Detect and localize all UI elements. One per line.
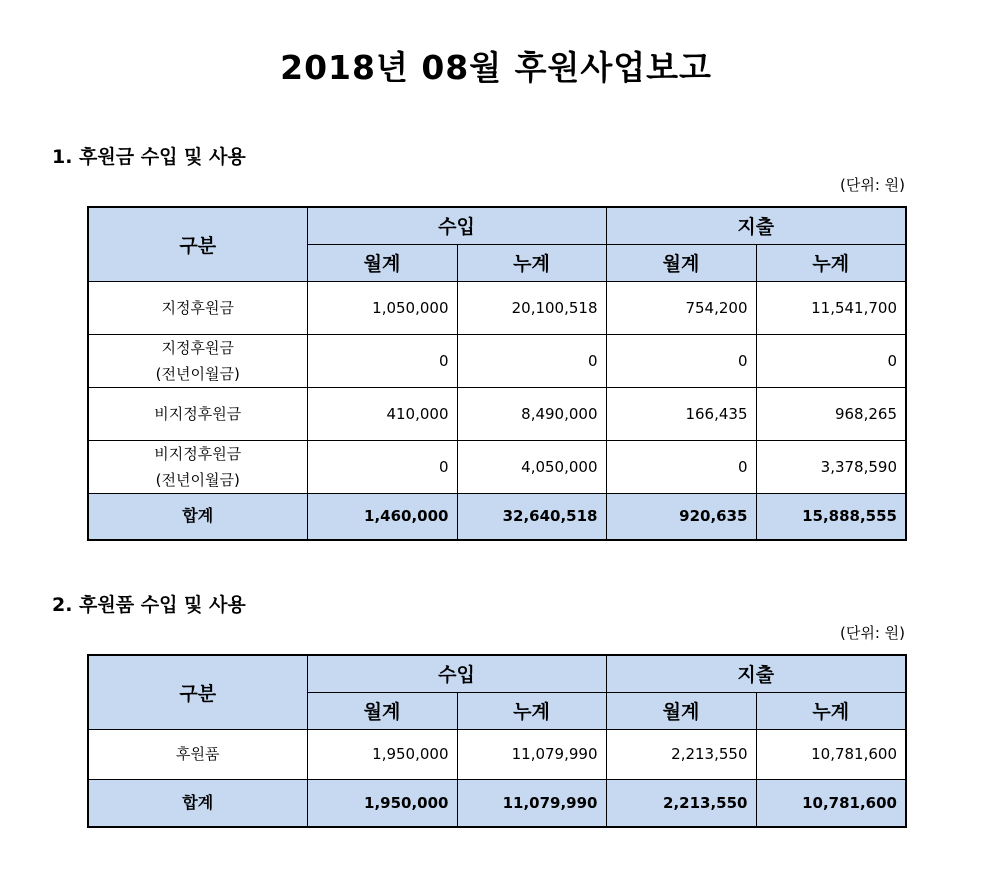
total-income-monthly: 1,950,000 xyxy=(307,779,457,827)
row-label: 후원품 xyxy=(88,729,307,779)
income-monthly-value: 1,050,000 xyxy=(307,281,457,334)
expense-cumulative-value: 3,378,590 xyxy=(756,440,906,493)
total-expense-cumulative: 10,781,600 xyxy=(756,779,906,827)
total-expense-cumulative: 15,888,555 xyxy=(756,493,906,540)
unit-label: (단위: 원) xyxy=(840,176,905,194)
expense-monthly-value: 0 xyxy=(606,334,756,387)
expense-cumulative-value: 11,541,700 xyxy=(756,281,906,334)
income-cumulative-value: 20,100,518 xyxy=(457,281,606,334)
total-label: 합계 xyxy=(88,493,307,540)
header-expense-cumulative: 누계 xyxy=(756,244,906,281)
table-row xyxy=(88,387,906,440)
header-expense-monthly: 월계 xyxy=(606,244,756,281)
table-row xyxy=(88,729,906,779)
header-category: 구분 xyxy=(88,207,307,281)
header-income-monthly: 월계 xyxy=(307,244,457,281)
income-cumulative-value: 0 xyxy=(457,334,606,387)
row-label-line1: 비지정후원금 xyxy=(154,444,242,463)
income-cumulative-value: 8,490,000 xyxy=(457,387,606,440)
row-label: 비지정후원금 xyxy=(88,387,307,440)
table-row xyxy=(88,281,906,334)
donation-table xyxy=(87,206,907,541)
expense-cumulative-value: 968,265 xyxy=(756,387,906,440)
expense-monthly-value: 0 xyxy=(606,440,756,493)
expense-monthly-value: 2,213,550 xyxy=(606,729,756,779)
header-income-cumulative: 누계 xyxy=(457,692,606,729)
goods-table xyxy=(87,654,907,828)
header-income-cumulative: 누계 xyxy=(457,244,606,281)
section-heading-donations: 1. 후원금 수입 및 사용 xyxy=(52,146,246,168)
total-expense-monthly: 2,213,550 xyxy=(606,779,756,827)
header-income: 수입 xyxy=(307,655,606,692)
expense-monthly-value: 754,200 xyxy=(606,281,756,334)
header-expense-cumulative: 누계 xyxy=(756,692,906,729)
row-label xyxy=(88,334,307,387)
income-cumulative-value: 4,050,000 xyxy=(457,440,606,493)
section-heading-goods: 2. 후원품 수입 및 사용 xyxy=(52,594,246,616)
total-expense-monthly: 920,635 xyxy=(606,493,756,540)
income-monthly-value: 0 xyxy=(307,334,457,387)
total-label: 합계 xyxy=(88,779,307,827)
income-monthly-value: 0 xyxy=(307,440,457,493)
page-title: 2018년 08월 후원사업보고 xyxy=(280,48,712,87)
unit-label: (단위: 원) xyxy=(840,624,905,642)
table-row xyxy=(88,334,906,387)
header-income-monthly: 월계 xyxy=(307,692,457,729)
header-category: 구분 xyxy=(88,655,307,729)
row-label: 지정후원금 xyxy=(88,281,307,334)
expense-cumulative-value: 0 xyxy=(756,334,906,387)
total-row xyxy=(88,779,906,827)
total-income-cumulative: 32,640,518 xyxy=(457,493,606,540)
header-expense: 지출 xyxy=(606,655,906,692)
income-monthly-value: 410,000 xyxy=(307,387,457,440)
row-label xyxy=(88,440,307,493)
expense-cumulative-value: 10,781,600 xyxy=(756,729,906,779)
row-label-line2: (전년이월금) xyxy=(155,470,240,489)
total-income-cumulative: 11,079,990 xyxy=(457,779,606,827)
header-expense: 지출 xyxy=(606,207,906,244)
income-monthly-value: 1,950,000 xyxy=(307,729,457,779)
header-income: 수입 xyxy=(307,207,606,244)
row-label-line2: (전년이월금) xyxy=(155,364,240,383)
total-row xyxy=(88,493,906,540)
total-income-monthly: 1,460,000 xyxy=(307,493,457,540)
income-cumulative-value: 11,079,990 xyxy=(457,729,606,779)
expense-monthly-value: 166,435 xyxy=(606,387,756,440)
table-row xyxy=(88,440,906,493)
row-label-line1: 지정후원금 xyxy=(161,338,234,357)
header-expense-monthly: 월계 xyxy=(606,692,756,729)
